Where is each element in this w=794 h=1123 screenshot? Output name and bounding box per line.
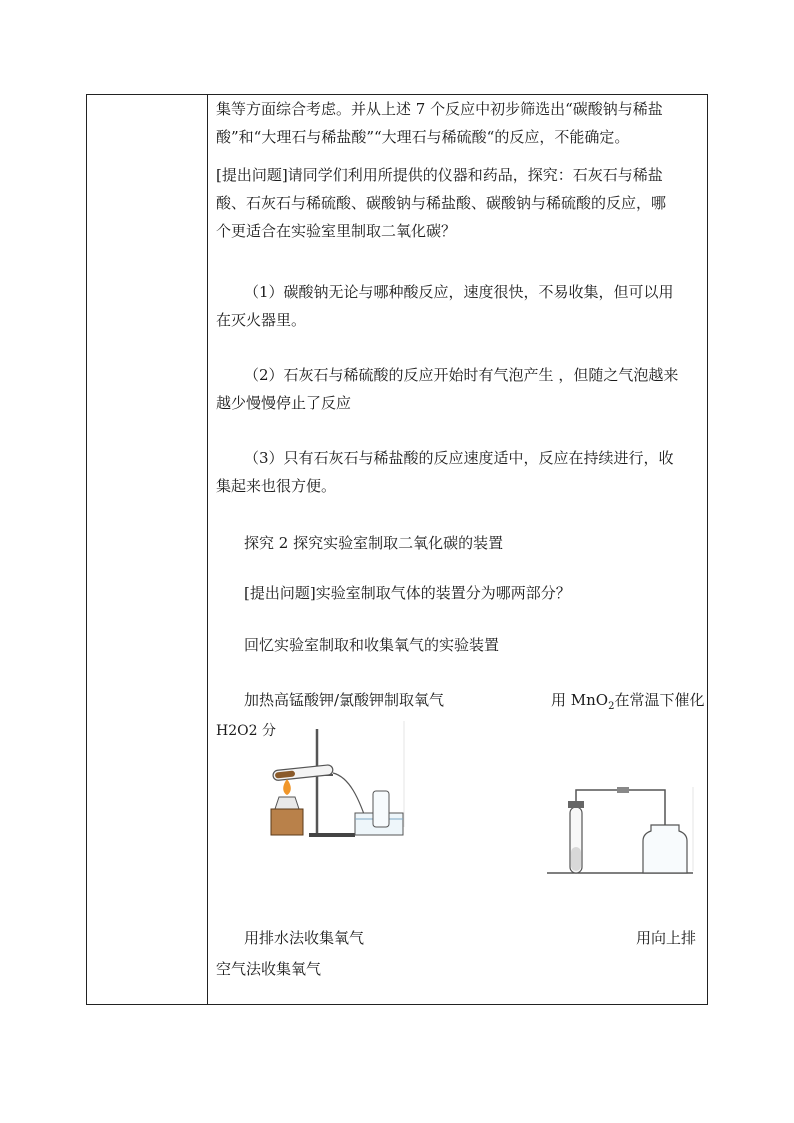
text-line: 集等方面综合考虑。并从上述 7 个反应中初步筛选出“碳酸钠与稀盐 bbox=[216, 100, 663, 118]
heating-apparatus-figure bbox=[249, 717, 409, 845]
text-line: 在灭火器里。 bbox=[216, 311, 307, 329]
conclusion-item-1 bbox=[216, 278, 704, 334]
lesson-table bbox=[86, 94, 708, 1005]
air-collection-caption-b: 空气法收集氧气 bbox=[216, 960, 322, 978]
catalysis-apparatus-figure bbox=[547, 785, 697, 883]
text-line: 越少慢慢停止了反应 bbox=[216, 394, 352, 412]
water-collection-caption: 用排水法收集氧气 bbox=[244, 929, 365, 947]
catalysis-method-caption bbox=[551, 689, 704, 712]
text-line: [提出问题]请同学们利用所提供的仪器和药品，探究：石灰石与稀盐 bbox=[216, 166, 663, 184]
text-line: 个更适合在实验室里制取二氧化碳？ bbox=[216, 222, 457, 240]
text-line: [提出问题]实验室制取气体的装置分为哪两部分？ bbox=[244, 584, 571, 602]
heating-method-caption: 加热高锰酸钾/氯酸钾制取氧气 bbox=[244, 691, 445, 709]
text-line: （3）只有石灰石与稀盐酸的反应速度适中，反应在持续进行，收 bbox=[244, 449, 674, 467]
text-line: 探究 2 探究实验室制取二氧化碳的装置 bbox=[244, 534, 504, 552]
text-line: 酸”和“大理石与稀盐酸”“大理石与稀硫酸“的反应，不能确定。 bbox=[216, 128, 630, 146]
flame bbox=[283, 779, 291, 795]
test-tube bbox=[273, 765, 334, 781]
recall-line bbox=[216, 631, 704, 659]
paragraph-question-1 bbox=[216, 161, 704, 245]
caption-text: 在常温下催化 bbox=[614, 691, 705, 709]
text-line: 回忆实验室制取和收集氧气的实验装置 bbox=[244, 636, 500, 654]
text-line: （2）石灰石与稀硫酸的反应开始时有气泡产生 ，但随之气泡越来 bbox=[244, 366, 679, 384]
h2o2-fragment: H2O2 分 bbox=[216, 723, 276, 739]
text-line: （1）碳酸钠无论与哪种酸反应，速度很快，不易收集，但可以用 bbox=[244, 283, 674, 301]
gas-jar bbox=[373, 791, 389, 827]
wood-block bbox=[271, 809, 303, 835]
collecting-bottle bbox=[643, 825, 687, 873]
air-collection-caption-a: 用向上排 bbox=[636, 929, 697, 947]
explore-2-heading bbox=[216, 529, 704, 557]
caption-text: 用 MnO bbox=[551, 691, 609, 709]
alcohol-lamp bbox=[275, 797, 299, 809]
stopper bbox=[568, 801, 584, 808]
conclusion-item-3 bbox=[216, 444, 704, 500]
caption-subscript: 2 bbox=[608, 701, 615, 712]
paragraph-screening bbox=[216, 95, 704, 151]
stand-base bbox=[309, 833, 355, 837]
text-line: 酸、石灰石与稀硫酸、碳酸钠与稀盐酸、碳酸钠与稀硫酸的反应，哪 bbox=[216, 194, 667, 212]
tube-joint bbox=[617, 787, 629, 793]
conclusion-item-2 bbox=[216, 361, 704, 417]
liquid bbox=[571, 847, 581, 871]
text-line: 集起来也很方便。 bbox=[216, 477, 337, 495]
column-divider bbox=[207, 95, 208, 1004]
paragraph-question-2 bbox=[216, 579, 704, 607]
